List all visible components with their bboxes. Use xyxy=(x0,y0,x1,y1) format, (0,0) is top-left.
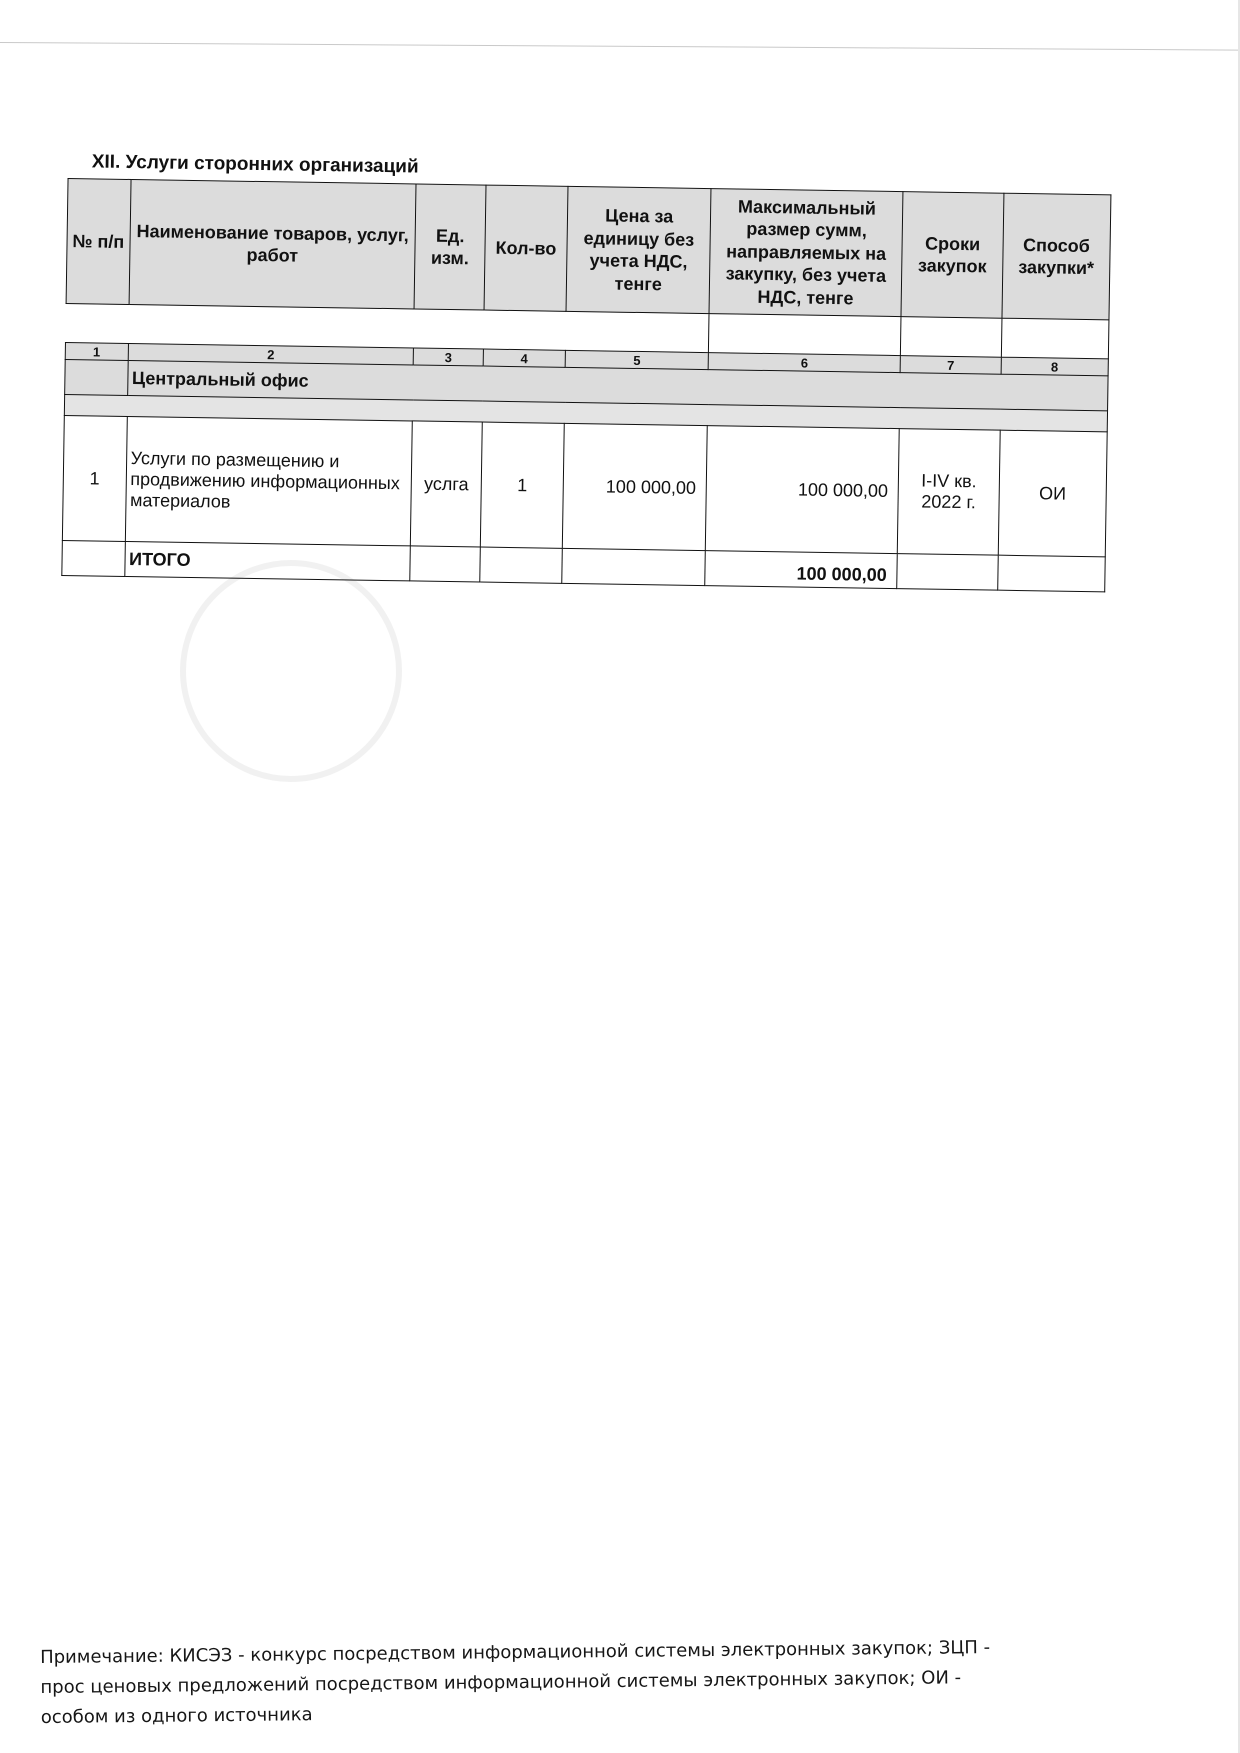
scan-page-edge xyxy=(0,0,1240,51)
header-row xyxy=(66,179,1111,320)
row-name: Услуги по размещению и продвижению информационных материалов xyxy=(125,416,413,545)
footnote-line: прос ценовых предложений посредством информационной системы электронных закупок; ОИ - xyxy=(40,1667,962,1698)
total-sum: 100 000,00 xyxy=(705,551,898,589)
top-empty-cell xyxy=(709,314,902,356)
header-price: Цена за единицу без учета НДС, тенге xyxy=(566,186,711,313)
faded-stamp xyxy=(180,560,402,782)
group-title: Центральный офис xyxy=(127,360,1108,410)
row-method: ОИ xyxy=(998,430,1107,557)
total-label: ИТОГО xyxy=(124,541,410,580)
footnote-line: Примечание: КИСЭЗ - конкурс посредством информационной системы электронных закупок; ЗЦП - xyxy=(40,1637,991,1668)
row-period: I-IV кв. 2022 г. xyxy=(898,429,1000,556)
section-title: XII. Услуги сторонних организаций xyxy=(91,151,419,178)
header-max-sum: Максимальный размер сумм, направляемых на закупку, без учета НДС, тенге xyxy=(709,189,903,317)
column-number: 1 xyxy=(65,342,128,360)
header-period: Сроки закупок xyxy=(901,192,1003,319)
column-number: 3 xyxy=(414,348,483,366)
top-empty-cell xyxy=(1001,318,1109,359)
top-empty-cell xyxy=(901,317,1002,358)
header-num: № п/п xyxy=(66,179,130,305)
column-number: 6 xyxy=(708,353,900,373)
column-number: 8 xyxy=(1001,357,1108,376)
header-method: Способ закупки* xyxy=(1002,193,1111,320)
column-number: 2 xyxy=(128,343,414,364)
document-body xyxy=(61,150,1118,592)
column-number: 4 xyxy=(483,349,566,367)
row-qty: 1 xyxy=(480,422,565,548)
column-number: 7 xyxy=(900,356,1001,375)
header-qty: Кол-во xyxy=(484,185,569,311)
row-num: 1 xyxy=(62,415,126,541)
row-max-sum: 100 000,00 xyxy=(705,426,899,554)
footnote xyxy=(40,1633,1041,1733)
procurement-table xyxy=(61,178,1111,592)
row-price: 100 000,00 xyxy=(563,423,708,550)
header-name: Наименование товаров, услуг, работ xyxy=(129,179,417,308)
header-unit: Ед. изм. xyxy=(414,184,485,310)
row-unit: услга xyxy=(411,421,482,547)
column-number: 5 xyxy=(565,350,708,369)
table-row xyxy=(62,415,1107,556)
footnote-line: особом из одного источника xyxy=(40,1704,313,1728)
